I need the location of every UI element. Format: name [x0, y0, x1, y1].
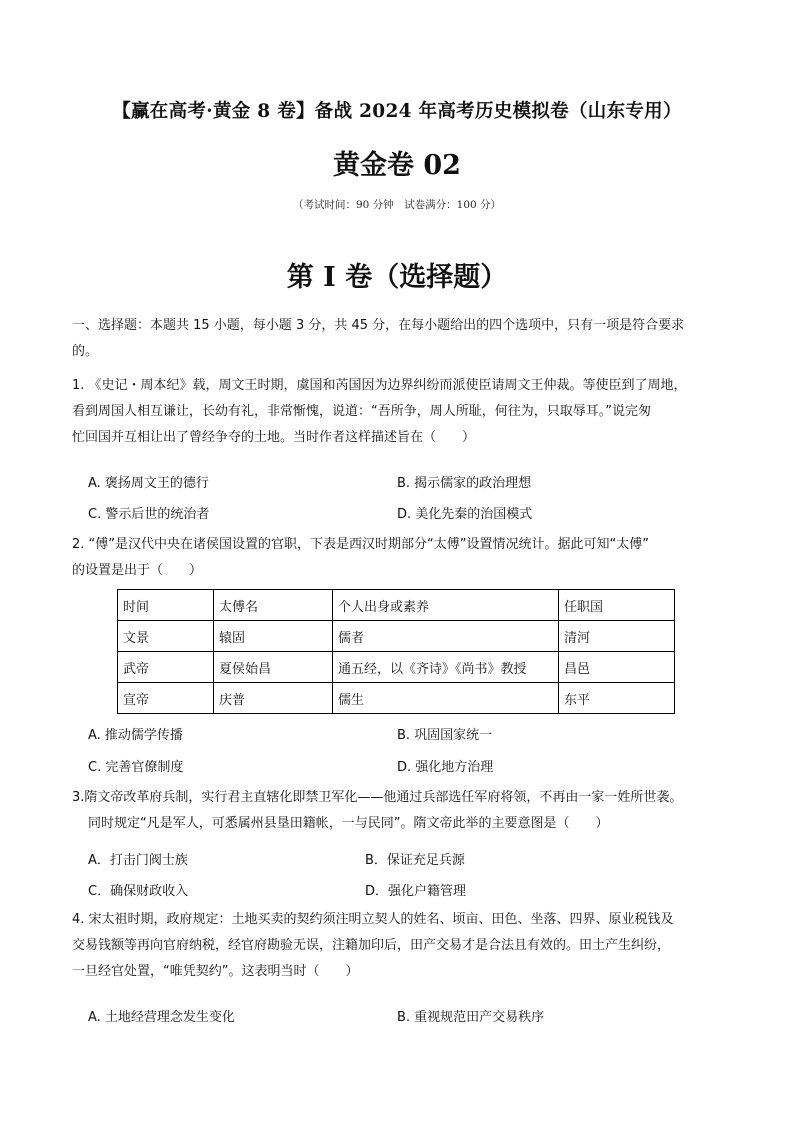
question-2-stem — [72, 535, 732, 581]
table-row — [118, 683, 675, 714]
question-2-option-b: B. 巩固国家统一 — [397, 728, 493, 743]
stem-line: 交易钱额等再向官府纳税，经官府勘验无误，注籍加印后，田产交易才是合法且有效的。田土产生纠纷， — [72, 938, 671, 953]
stem-line: 忙回国并互相让出了曾经争夺的土地。当时作者这样描述旨在（ ） — [72, 430, 476, 445]
stem-line: 同时规定“凡是军人，可悉属州县垦田籍帐，一与民同”。隋文帝此举的主要意图是（ ） — [88, 816, 609, 831]
table-cell: 武帝 — [118, 652, 214, 683]
question-2-option-d: D. 强化地方治理 — [397, 760, 494, 775]
section-title: 第 I 卷（选择题） — [286, 262, 508, 293]
table-row — [118, 652, 675, 683]
table-cell: 儒者 — [333, 621, 559, 652]
stem-line: 2. “傅”是汉代中央在诸侯国设置的官职，下表是西汉时期部分“太傅”设置情况统计。据此可知“太傅” — [72, 537, 649, 552]
table-cell: 清河 — [559, 621, 675, 652]
table-cell: 宣帝 — [118, 683, 214, 714]
table-cell: 文景 — [118, 621, 214, 652]
table-cell: 儒生 — [333, 683, 559, 714]
taifu-table — [117, 589, 675, 714]
question-3-option-b: B．保证充足兵源 — [365, 853, 465, 868]
exam-info: （考试时间：90 分钟 试卷满分：100 分） — [292, 199, 502, 211]
question-4-stem — [72, 910, 732, 982]
table-cell: 昌邑 — [559, 652, 675, 683]
table-header-cell: 任职国 — [559, 590, 675, 621]
paper-subtitle: 黄金卷 02 — [333, 150, 461, 181]
table-cell: 东平 — [559, 683, 675, 714]
table-cell: 辕固 — [214, 621, 333, 652]
table-cell: 通五经，以《齐诗》《尚书》教授 — [333, 652, 559, 683]
instruction-line: 的。 — [72, 344, 99, 359]
question-3-option-c: C．确保财政收入 — [88, 884, 189, 899]
question-1-option-a: A. 褒扬周文王的德行 — [88, 476, 209, 491]
section-instructions — [72, 316, 732, 362]
question-3-option-d: D．强化户籍管理 — [365, 884, 467, 899]
table-header-cell: 太傅名 — [214, 590, 333, 621]
question-3-stem — [72, 788, 732, 834]
table-cell: 夏侯始昌 — [214, 652, 333, 683]
question-1-option-d: D. 美化先秦的治国模式 — [397, 507, 533, 522]
question-2-option-c: C. 完善官僚制度 — [88, 760, 184, 775]
stem-line: 一旦经官处置，“唯凭契约”。这表明当时（ ） — [72, 964, 359, 979]
table-header-row — [118, 590, 675, 621]
stem-line: 3.隋文帝改革府兵制，实行君主直辖化即禁卫军化——他通过兵部选任军府将领，不再由一家一姓所世袭。 — [72, 790, 683, 805]
stem-line: 1. 《史记・周本纪》载，周文王时期，虞国和芮国因为边界纠纷而派使臣请周文王仲裁。等使臣到了周地， — [72, 378, 687, 393]
stem-line: 4. 宋太祖时期，政府规定：土地买卖的契约须注明立契人的姓名、顷亩、田色、坐落、四界、原业税钱及 — [72, 912, 674, 927]
stem-line: 看到周国人相互谦让，长幼有礼，非常惭愧，说道：“吾所争，周人所耻，何往为，只取辱耳。”说完匆 — [72, 404, 651, 419]
question-2-option-a: A. 推动儒学传播 — [88, 728, 183, 743]
exam-title: 【赢在高考·黄金 8 卷】备战 2024 年高考历史模拟卷（山东专用） — [112, 101, 682, 122]
question-1-option-b: B. 揭示儒家的政治理想 — [397, 476, 532, 491]
instruction-line: 一、选择题：本题共 15 小题，每小题 3 分，共 45 分，在每小题给出的四个选项中，只有一项是符合要求 — [72, 318, 685, 333]
table-header-cell: 个人出身或素养 — [333, 590, 559, 621]
question-4-option-a: A. 土地经营理念发生变化 — [88, 1010, 235, 1025]
table-row — [118, 621, 675, 652]
question-3-option-a: A．打击门阀士族 — [88, 853, 188, 868]
stem-line: 的设置是出于（ ） — [72, 563, 203, 578]
question-4-option-b: B. 重视规范田产交易秩序 — [397, 1010, 545, 1025]
table-cell: 庆普 — [214, 683, 333, 714]
question-1-stem — [72, 376, 732, 448]
table-header-cell: 时间 — [118, 590, 214, 621]
question-1-option-c: C. 警示后世的统治者 — [88, 507, 210, 522]
